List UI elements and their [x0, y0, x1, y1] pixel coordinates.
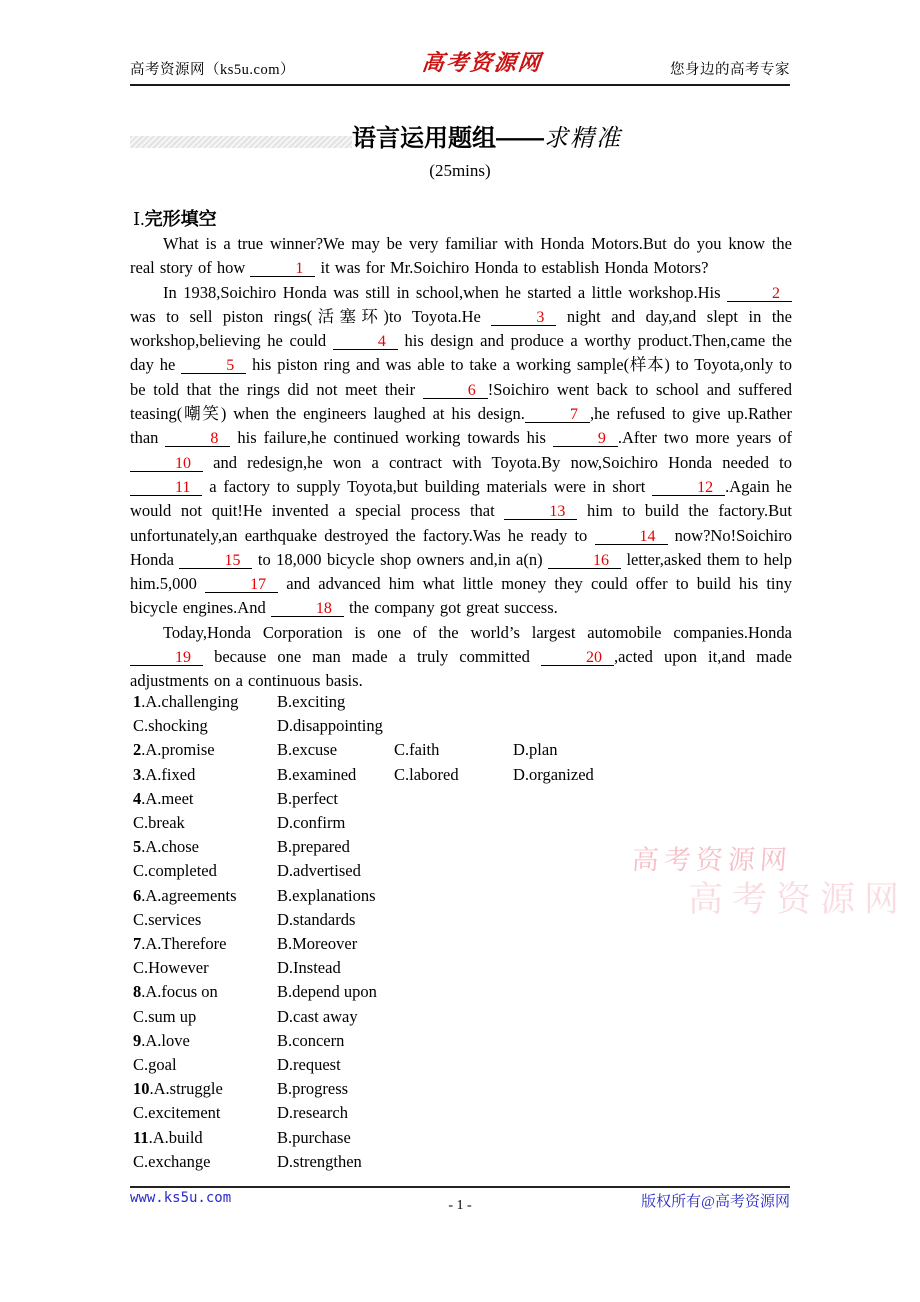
page-footer [130, 1190, 790, 1211]
option-row [133, 884, 793, 908]
option-11-C: C.exchange [133, 1151, 211, 1171]
blank-number: 5 [226, 357, 235, 375]
option-10-D: D.research [277, 1103, 348, 1123]
blank-number: 13 [549, 503, 566, 521]
option-4-A: 4.A.meet [133, 788, 194, 808]
blank-number: 12 [697, 478, 714, 496]
option-row [133, 811, 793, 835]
cloze-blank-13 [504, 503, 577, 520]
cloze-blank-2 [727, 285, 792, 302]
cloze-blank-5 [181, 357, 246, 374]
question-number: 6 [133, 885, 142, 905]
blank-number: 11 [175, 478, 191, 496]
title-accent: 求精准 [544, 126, 622, 152]
header-site-name: 高考资源网（ks5u.com） [130, 62, 295, 78]
header-slogan: 您身边的高考专家 [670, 62, 790, 78]
section-label: 完形填空 [144, 209, 217, 229]
blank-number: 6 [467, 381, 476, 399]
option-5-B: B.prepared [277, 837, 350, 857]
blank-number: 20 [585, 649, 602, 667]
question-number: 3 [133, 764, 142, 784]
blank-number: 16 [593, 551, 610, 569]
option-11-B: B.purchase [277, 1127, 351, 1147]
cloze-blank-12 [652, 479, 725, 496]
option-8-D: D.cast away [277, 1006, 358, 1026]
blank-number: 18 [315, 600, 332, 618]
cloze-blank-8 [165, 430, 230, 447]
question-number: 5 [133, 837, 142, 857]
option-row [133, 908, 793, 932]
option-9-C: C.goal [133, 1055, 177, 1075]
option-8-B: B.depend upon [277, 982, 377, 1002]
option-row [133, 1126, 793, 1150]
option-5-D: D.advertised [277, 861, 361, 881]
watermark-text: 高考资源网 [630, 845, 793, 875]
blank-number: 15 [224, 551, 241, 569]
option-row [133, 835, 793, 859]
footer-site-link[interactable]: www.ks5u.com [130, 1190, 232, 1206]
option-8-C: C.sum up [133, 1006, 197, 1026]
option-6-A: 6.A.agreements [133, 885, 237, 905]
option-6-D: D.standards [277, 909, 356, 929]
option-10-C: C.excitement [133, 1103, 221, 1123]
cloze-blank-16 [548, 552, 621, 569]
options-list [133, 690, 793, 1174]
question-number: 1 [133, 692, 142, 711]
option-2-C: C.faith [394, 740, 440, 760]
option-row [133, 738, 793, 762]
blank-number: 14 [639, 527, 656, 545]
passage-paragraph: What is a true winner?We may be very familiar with Honda Motors.But do you know the real story of how 1 it was for Mr.Soichiro Honda to establish Honda Motors? [130, 234, 792, 278]
cloze-blank-3 [491, 309, 556, 326]
option-1-C: C.shocking [133, 716, 208, 736]
option-7-D: D.Instead [277, 958, 341, 978]
time-limit: (25mins) [429, 161, 491, 180]
cloze-blank-20 [541, 649, 614, 666]
option-9-A: 9.A.love [133, 1030, 190, 1050]
option-row [133, 956, 793, 980]
blank-number: 2 [772, 284, 780, 302]
option-9-D: D.request [277, 1055, 341, 1075]
option-row [133, 1029, 793, 1053]
page-title [352, 126, 622, 152]
option-8-A: 8.A.focus on [133, 982, 218, 1002]
question-number: 2 [133, 740, 142, 760]
blank-number: 19 [175, 649, 191, 667]
cloze-blank-6 [423, 382, 488, 399]
option-7-B: B.Moreover [277, 934, 358, 954]
option-7-C: C.However [133, 958, 209, 978]
option-1-D: D.disappointing [277, 716, 383, 736]
option-row [133, 932, 793, 956]
option-3-C: C.labored [394, 764, 459, 784]
option-6-C: C.services [133, 909, 202, 929]
site-logo: 高考资源网 [421, 50, 544, 75]
question-number: 9 [133, 1030, 142, 1050]
option-11-D: D.strengthen [277, 1151, 362, 1171]
cloze-blank-19 [130, 649, 203, 666]
option-2-B: B.excuse [277, 740, 338, 760]
page-number: - 1 - [448, 1198, 472, 1213]
option-4-C: C.break [133, 813, 185, 833]
option-10-A: 10.A.struggle [133, 1079, 223, 1099]
option-4-D: D.confirm [277, 813, 346, 833]
option-row [133, 1101, 793, 1125]
footer-copyright-link[interactable]: 版权所有@高考资源网 [641, 1194, 790, 1210]
option-3-B: B.examined [277, 764, 357, 784]
option-3-D: D.organized [513, 764, 594, 784]
passage [130, 232, 792, 694]
cloze-blank-18 [271, 600, 344, 617]
blank-number: 10 [175, 454, 191, 472]
option-5-A: 5.A.chose [133, 837, 199, 857]
cloze-blank-1 [250, 260, 315, 277]
option-7-A: 7.A.Therefore [133, 934, 227, 954]
cloze-blank-17 [205, 576, 278, 593]
option-row [133, 1077, 793, 1101]
blank-number: 4 [377, 333, 386, 351]
option-row [133, 1053, 793, 1077]
option-2-A: 2.A.promise [133, 740, 215, 760]
cloze-blank-11 [130, 479, 202, 496]
option-row [133, 1150, 793, 1174]
question-number: 10 [133, 1079, 150, 1099]
option-row [133, 980, 793, 1004]
blank-number: 7 [569, 406, 578, 424]
option-9-B: B.concern [277, 1030, 345, 1050]
title-row [130, 126, 790, 152]
question-number: 7 [133, 934, 142, 954]
blank-number: 17 [250, 576, 267, 594]
passage-paragraph: Today,Honda Corporation is one of the world’s largest automobile companies.Honda 19 because one man made a truly committed 20 ,acted upon it,and made adjustments on a continuous basis. [130, 622, 792, 691]
blank-number: 1 [295, 260, 304, 278]
blank-number: 3 [536, 308, 545, 326]
cloze-blank-7 [525, 406, 590, 423]
passage-paragraph: In 1938,Soichiro Honda was still in school,when he started a little workshop.His 2 was to sell piston rings(活塞环)to Toyota.He 3 night and day,and slept in the workshop,believing he could 4 his design and produce a worthy product.Then,came the day he 5 his piston ring and was able to take a working sample(样本) to Toyota,only to be told that the rings did not meet their 6 !Soichiro went back to school and suffered teasing(嘲笑) when the engineers laughed at his design. 7 ,he refused to give up.Rather than 8 his failure,he continued working towards his 9 .After two more years of 10 and redesign,he won a contract with Toyota.By now,Soichiro Honda needed to 11 a factory to supply Toyota,but building materials were in short 12 .Again he would not quit!He invented a special process that 13 him to build the factory.But unfortunately,an earthquake destroyed the factory.Was he ready to 14 now?No!Soichiro Honda 15 to 18,000 bicycle shop owners and,in a(n) 16 letter,asked them to help him.5,000 17 and advanced him what little money they could offer to build his tiny bicycle engines.And 18 the company got great success. [130, 282, 793, 618]
title-main: 语言运用题组 [352, 125, 496, 152]
option-row [133, 787, 793, 811]
option-row [133, 714, 793, 738]
section-numeral: Ⅰ. [133, 209, 145, 229]
blank-number: 8 [210, 430, 219, 448]
title-decorative-bar [130, 136, 352, 148]
option-row [133, 763, 793, 787]
option-1-A: 1.A.challenging [133, 692, 239, 711]
watermark-text: 高考资源网 [688, 880, 909, 919]
option-4-B: B.perfect [277, 788, 338, 808]
option-row [133, 859, 793, 883]
cloze-blank-4 [333, 333, 398, 350]
question-number: 11 [133, 1127, 149, 1147]
option-5-C: C.completed [133, 861, 217, 881]
option-3-A: 3.A.fixed [133, 764, 196, 784]
option-11-A: 11.A.build [133, 1127, 203, 1147]
page-header [130, 42, 790, 86]
footer-divider [130, 1186, 790, 1188]
option-1-B: B.exciting [277, 692, 346, 711]
question-number: 8 [133, 982, 142, 1002]
option-10-B: B.progress [277, 1079, 349, 1099]
section-heading [133, 205, 217, 231]
cloze-blank-10 [130, 455, 203, 472]
option-row [133, 1005, 793, 1029]
cloze-blank-14 [595, 528, 668, 545]
cloze-blank-9 [553, 430, 618, 447]
option-2-D: D.plan [513, 740, 558, 760]
option-6-B: B.explanations [277, 885, 376, 905]
blank-number: 9 [597, 430, 606, 448]
title-dash: —— [496, 125, 544, 152]
cloze-blank-15 [179, 552, 252, 569]
question-number: 4 [133, 788, 142, 808]
option-row [133, 690, 793, 714]
